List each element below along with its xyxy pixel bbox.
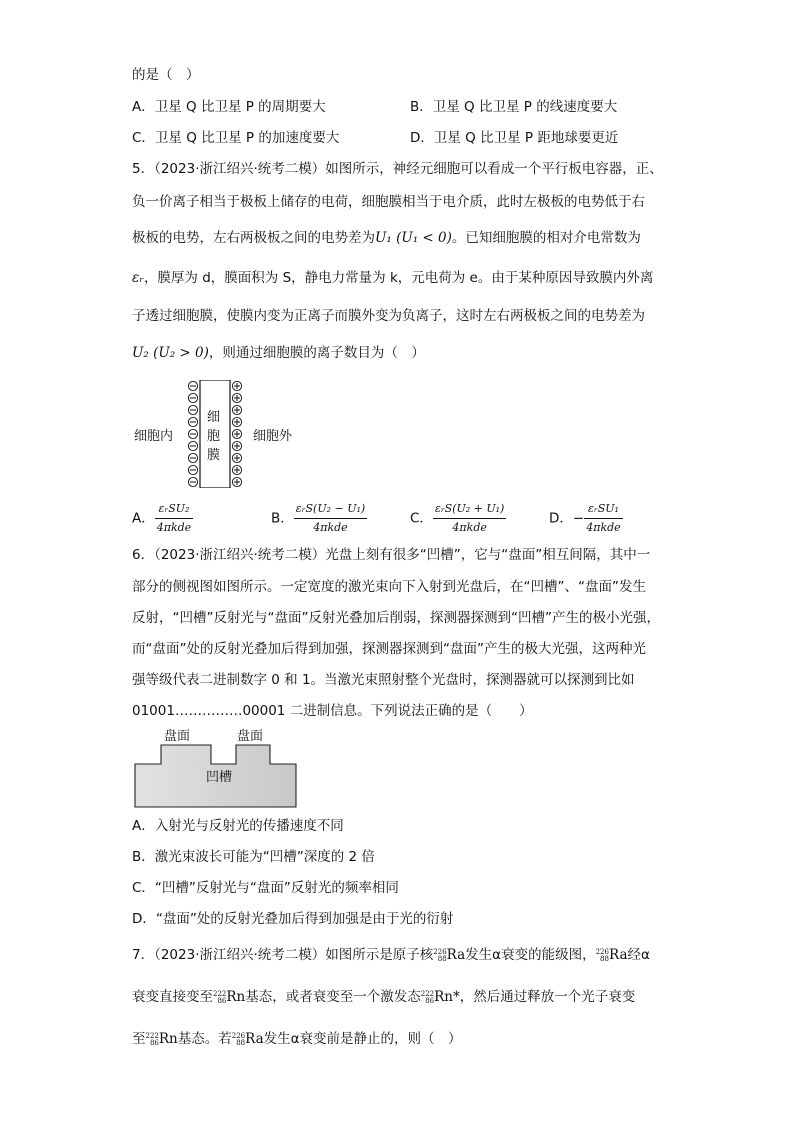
q5-option-b-fraction: [294, 500, 367, 537]
q7-line-2: [132, 988, 635, 1006]
ra-mass-number-2: 226: [595, 947, 609, 956]
rn-excited-atomic-number: 86: [425, 996, 435, 1005]
q4-option-d: D．卫星 Q 比卫星 P 距地球要更近: [410, 130, 619, 146]
q6-line-3: 反射，“凹槽”反射光与“盘面”反射光叠加后削弱，探测器探测到“凹槽”产生的极小光强，: [132, 610, 660, 626]
q5-line-4: [132, 269, 653, 287]
q5-option-a-label: A．: [132, 510, 155, 527]
q5-epsilon: εᵣ: [132, 270, 144, 286]
q7-line-3-text-b: 基态。若: [177, 1031, 232, 1047]
q5-option-b-numerator: εᵣS(U₂ − U₁): [294, 500, 367, 519]
q5-line-2: 负一价离子相当于极板上储存的电荷，细胞膜相当于电介质，此时左极板的电势低于右: [132, 194, 645, 210]
q4-option-b: B．卫星 Q 比卫星 P 的线速度要大: [410, 99, 618, 115]
q7-line-3: [132, 1030, 462, 1048]
q7-line-1-text-a: 7．（2023·浙江绍兴·统考二模）如图所示是原子核: [132, 947, 434, 963]
q7-line-2-text-a: 衰变直接变至: [132, 989, 213, 1005]
q7-line-1: [132, 946, 650, 964]
q7-line-3-text-a: 至: [132, 1031, 146, 1047]
q5-option-a: [132, 500, 193, 537]
q7-line-3-text-c: 发生α衰变前是静止的，则（ ）: [263, 1031, 462, 1047]
membrane-char-3: 膜: [207, 448, 221, 463]
q5-line-5: 子透过细胞膜，使膜内变为正离子而膜外变为负离子，这时左右两极板之间的电势差为: [132, 308, 645, 324]
q5-line-1: 5．（2023·浙江绍兴·统考二模）如图所示，神经元细胞可以看成一个平行板电容器，正、: [132, 161, 663, 177]
membrane-figure: [132, 380, 312, 488]
q5-option-c-label: C．: [410, 510, 433, 527]
rn-symbol: Rn: [226, 989, 246, 1005]
disc-figure: [134, 725, 298, 809]
ra-atomic-number-2: 88: [600, 954, 609, 963]
rn-nuclide: [213, 989, 245, 1005]
membrane-char-1: 细: [207, 410, 221, 425]
ra-mass-number-3: 226: [231, 1031, 246, 1040]
q5-option-b-label: B．: [271, 510, 294, 527]
q5-option-d-fraction: [584, 500, 622, 537]
surface-label-2: 盘面: [237, 729, 264, 744]
rn-symbol-2: Rn: [158, 1031, 178, 1047]
q6-option-a: A．入射光与反射光的传播速度不同: [132, 818, 344, 834]
rn-mass-number-2: 222: [145, 1031, 159, 1040]
rn-excited-nuclide: [421, 989, 460, 1005]
q5-option-c-denominator: 4πkde: [452, 521, 487, 534]
q6-line-5: 强等级代表二进制数字 0 和 1。当激光束照射整个光盘时，探测器就可以探测到比如: [132, 672, 635, 688]
q5-option-b: [271, 500, 367, 537]
cell-inside-label: 细胞内: [134, 429, 174, 444]
q7-line-2-text-c: ，然后通过释放一个光子衰变: [459, 989, 636, 1005]
q6-line-6: 01001……………00001 二进制信息。下列说法正确的是（ ）: [132, 703, 533, 719]
ra-symbol-3: Ra: [245, 1031, 264, 1047]
q5-u2-expr: U₂ (U₂ > 0): [132, 345, 209, 361]
q5-option-c: [410, 500, 506, 537]
groove-label: 凹槽: [206, 770, 233, 785]
q5-option-a-denominator: 4πkde: [156, 521, 192, 534]
q6-option-c: C．“凹槽”反射光与“盘面”反射光的频率相同: [132, 880, 399, 896]
q4-lead: 的是（ ）: [132, 67, 200, 83]
ra-nuclide-3: [232, 1031, 264, 1047]
q5-u1-expr: U₁ (U₁ < 0): [375, 230, 452, 246]
cell-outside-label: 细胞外: [253, 429, 293, 444]
q5-option-c-fraction: [433, 500, 506, 537]
q6-line-2: 部分的侧视图如图所示。一定宽度的激光束向下入射到光盘后，在“凹槽”、“盘面”发生: [132, 579, 646, 595]
rn-atomic-number-2: 86: [149, 1038, 159, 1047]
rn-nuclide-2: [146, 1031, 178, 1047]
q6-line-4: 而“盘面”处的反射光叠加后得到加强，探测器探测到“盘面”产生的极大光强，这两种光: [132, 641, 646, 657]
q5-line-3-text-a: 极板的电势，左右两极板之间的电势差为: [132, 230, 375, 246]
q7-line-1-text-b: 发生α衰变的能级图，: [465, 947, 596, 963]
q7-line-2-text-b: 基态，或者衰变至一个激发态: [245, 989, 421, 1005]
ra-atomic-number: 88: [437, 954, 447, 963]
ra-symbol-2: Ra: [608, 947, 628, 963]
rn-excited-symbol: Rn*: [434, 989, 460, 1005]
ra-symbol: Ra: [446, 947, 466, 963]
ra-nuclide: [433, 947, 465, 963]
rn-mass-number: 222: [213, 989, 227, 998]
q5-line-3-text-b: 。已知细胞膜的相对介电常数为: [451, 230, 641, 246]
q5-line-6-text: ，则通过细胞膜的离子数目为（ ）: [208, 345, 425, 361]
ra-atomic-number-3: 88: [236, 1038, 246, 1047]
ra-nuclide-2: [596, 947, 628, 963]
q5-option-d: [549, 500, 623, 537]
q5-option-d-denominator: 4πkde: [586, 521, 621, 534]
q5-option-d-label: D．−: [549, 510, 585, 527]
q5-line-4-text: ，膜厚为 d，膜面积为 S，静电力常量为 k，元电荷为 e。由于某种原因导致膜内外离: [143, 270, 654, 286]
q6-line-1: 6．（2023·浙江绍兴·统考二模）光盘上刻有很多“凹槽”，它与“盘面”相互间隔，其中一: [132, 547, 651, 563]
q4-option-a: A．卫星 Q 比卫星 P 的周期要大: [132, 99, 326, 115]
rn-excited-mass-number: 222: [420, 989, 435, 998]
q4-option-c: C．卫星 Q 比卫星 P 的加速度要大: [132, 130, 340, 146]
q5-option-c-numerator: εᵣS(U₂ + U₁): [433, 500, 506, 519]
membrane-char-2: 胞: [207, 429, 221, 444]
surface-label-1: 盘面: [164, 729, 191, 744]
q5-option-b-denominator: 4πkde: [313, 521, 348, 534]
q5-option-a-numerator: εᵣSU₂: [155, 500, 193, 519]
q5-line-3: [132, 229, 641, 247]
ra-mass-number: 226: [433, 947, 447, 956]
q5-option-d-numerator: εᵣSU₁: [584, 500, 622, 519]
rn-atomic-number: 86: [217, 996, 227, 1005]
q7-line-1-text-c: 经α: [627, 947, 650, 963]
q5-option-a-fraction: [155, 500, 193, 537]
q5-line-6: [132, 344, 425, 362]
q6-option-d: D．“盘面”处的反射光叠加后得到加强是由于光的衍射: [132, 911, 454, 927]
q6-option-b: B．激光束波长可能为“凹槽”深度的 2 倍: [132, 849, 375, 865]
